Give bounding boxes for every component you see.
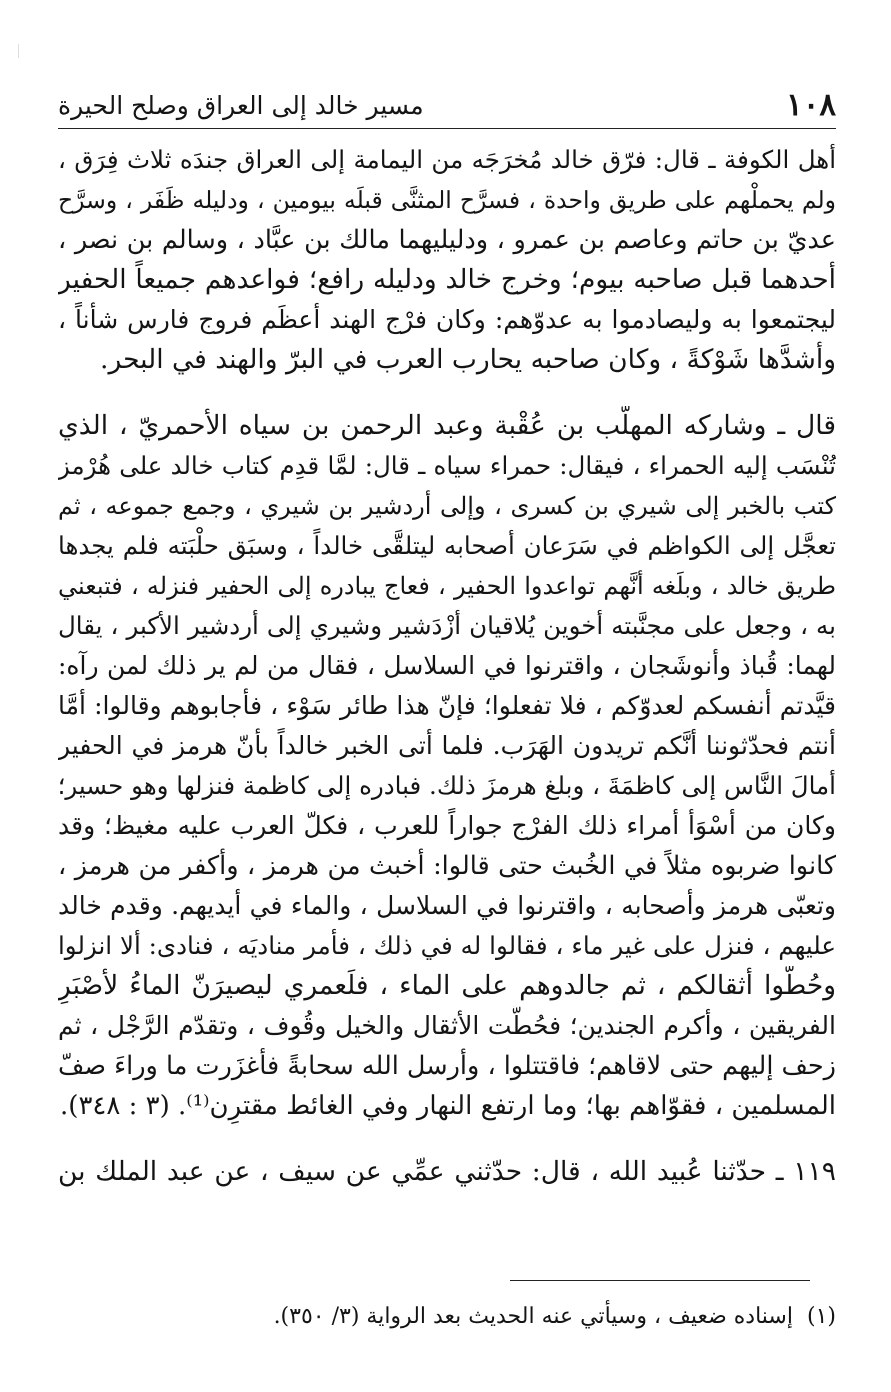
page-header xyxy=(58,84,836,126)
text-line: أمالَ النَّاس إلى كاظمَةَ ، وبلغ هرمزَ ذلك. فبادره إلى كاظمة فنزلها وهو حسير؛ xyxy=(58,771,836,800)
text-line: عليهم ، فنزل على غير ماء ، فقالوا له في ذلك ، فأمر مناديَه ، فنادى: ألا انزلوا xyxy=(58,931,836,960)
text-line: تُنْسَب إليه الحمراء ، فيقال: حمراء سياه ـ قال: لمَّا قدِم كتاب خالد على هُرْمز xyxy=(58,451,836,480)
text-line: أنتم فحدّثوننا أنَّكم تريدون الهَرَب. فلما أتى الخبر خالداً بأنّ هرمز في الحفير xyxy=(58,731,836,760)
text-line: زحف إليهم حتى لاقاهم؛ فاقتتلوا ، وأرسل الله سحابةً فأغزَرت ما وراءَ صفّ xyxy=(58,1051,836,1081)
text-line: المسلمين ، فقوّاهم بها؛ وما ارتفع النهار وفي الغائط مقترِن⁽¹⁾. (٣ : ٣٤٨). xyxy=(60,1091,836,1121)
text-line: الفريقين ، وأكرم الجندين؛ فحُطَّت الأثقال والخيل وقُوف ، وتقدّم الرَّجْل ، ثم xyxy=(58,1011,836,1040)
text-line: قيَّدتم أنفسكم لعدوّكم ، فلا تفعلوا؛ فإنّ هذا طائر سَوْء ، فأجابوهم وقالوا: أمَّا xyxy=(58,691,836,720)
footnote-marker: (١) xyxy=(806,1304,836,1329)
footnote-text: إسناده ضعيف ، وسيأتي عنه الحديث بعد الرواية (٣/ ٣٥٠). xyxy=(273,1304,793,1329)
paragraph-1 xyxy=(58,140,836,380)
running-title: مسير خالد إلى العراق وصلح الحيرة xyxy=(58,90,424,120)
text-line: أهل الكوفة ـ قال: فرّق خالد مُخرَجَه من اليمامة إلى العراق جندَه ثلاث فِرَق ، xyxy=(58,145,836,174)
text-line: كتب بالخبر إلى شيري بن كسرى ، وإلى أردشير بن شيري ، وجمع جموعه ، ثم xyxy=(58,492,836,520)
paragraph-2 xyxy=(58,406,836,1126)
text-line: وتعبّى هرمز وأصحابه ، واقترنوا في السلاسل ، والماء في أيديهم. وقدم خالد xyxy=(58,891,836,920)
margin-mark xyxy=(18,44,19,58)
body-text xyxy=(58,140,836,1192)
paragraph-3 xyxy=(58,1152,836,1192)
text-line: تعجَّل إلى الكواظم في سَرَعان أصحابه ليتلقَّى خالداً ، وسبَق حلْبَته فلم يجدها xyxy=(58,531,836,560)
text-line: ليجتمعوا به وليصادموا به عدوّهم: وكان فرْج الهند أعظَم فروج فارس شأناً ، xyxy=(58,305,836,334)
text-line: عديّ بن حاتم وعاصم بن عمرو ، ودليليهما مالك بن عبَّاد ، وسالم بن نصر ، xyxy=(58,225,836,255)
footnote xyxy=(58,1300,836,1334)
text-line: ١١٩ ـ حدّثنا عُبيد الله ، قال: حدّثني عمِّي عن سيف ، عن عبد الملك بن xyxy=(58,1156,836,1187)
text-line: وحُطُّوا أثقالكم ، ثم جالدوهم على الماء ، فلَعمري ليصيرَنّ الماءُ لأصْبَرِ xyxy=(58,970,836,1001)
text-line: لهما: قُباذ وأنوشَجان ، واقترنوا في السلاسل ، فقال من لم ير ذلك لمن رآه: xyxy=(58,651,836,680)
header-rule xyxy=(58,128,836,129)
text-line: ولم يحملْهم على طريق واحدة ، فسرَّح المثنَّى قبلَه بيومين ، ودليله ظَفَر ، وسرَّح xyxy=(58,186,836,214)
text-line: أحدهما قبل صاحبه بيوم؛ وخرج خالد ودليله رافع؛ فواعدهم جميعاً الحفير xyxy=(58,264,836,295)
page-number: ١٠٨ xyxy=(786,87,836,123)
text-line: طريق خالد ، وبلَغه أنَّهم تواعدوا الحفير ، فعاج يبادره إلى الحفير فنزله ، فتبعني xyxy=(58,572,836,600)
footnote-rule xyxy=(510,1280,810,1281)
text-line: به ، وجعل على مجنَّبته أخوين يُلاقيان أزْدَشير وشيري إلى أردشير الأكبر ، يقال xyxy=(58,611,836,640)
text-line: وكان من أسْوَأ أمراء ذلك الفرْج جواراً للعرب ، فكلّ العرب عليه مغيظ؛ وقد xyxy=(58,811,836,840)
text-line: قال ـ وشاركه المهلَّب بن عُقْبة وعبد الرحمن بن سياه الأحمريّ ، الذي xyxy=(58,410,836,441)
text-line: كانوا ضربوه مثلاً في الخُبث حتى قالوا: أخبث من هرمز ، وأكفر من هرمز ، xyxy=(58,851,836,881)
text-line: وأشدَّها شَوْكةً ، وكان صاحبه يحارب العرب في البرّ والهند في البحر. xyxy=(100,344,836,375)
